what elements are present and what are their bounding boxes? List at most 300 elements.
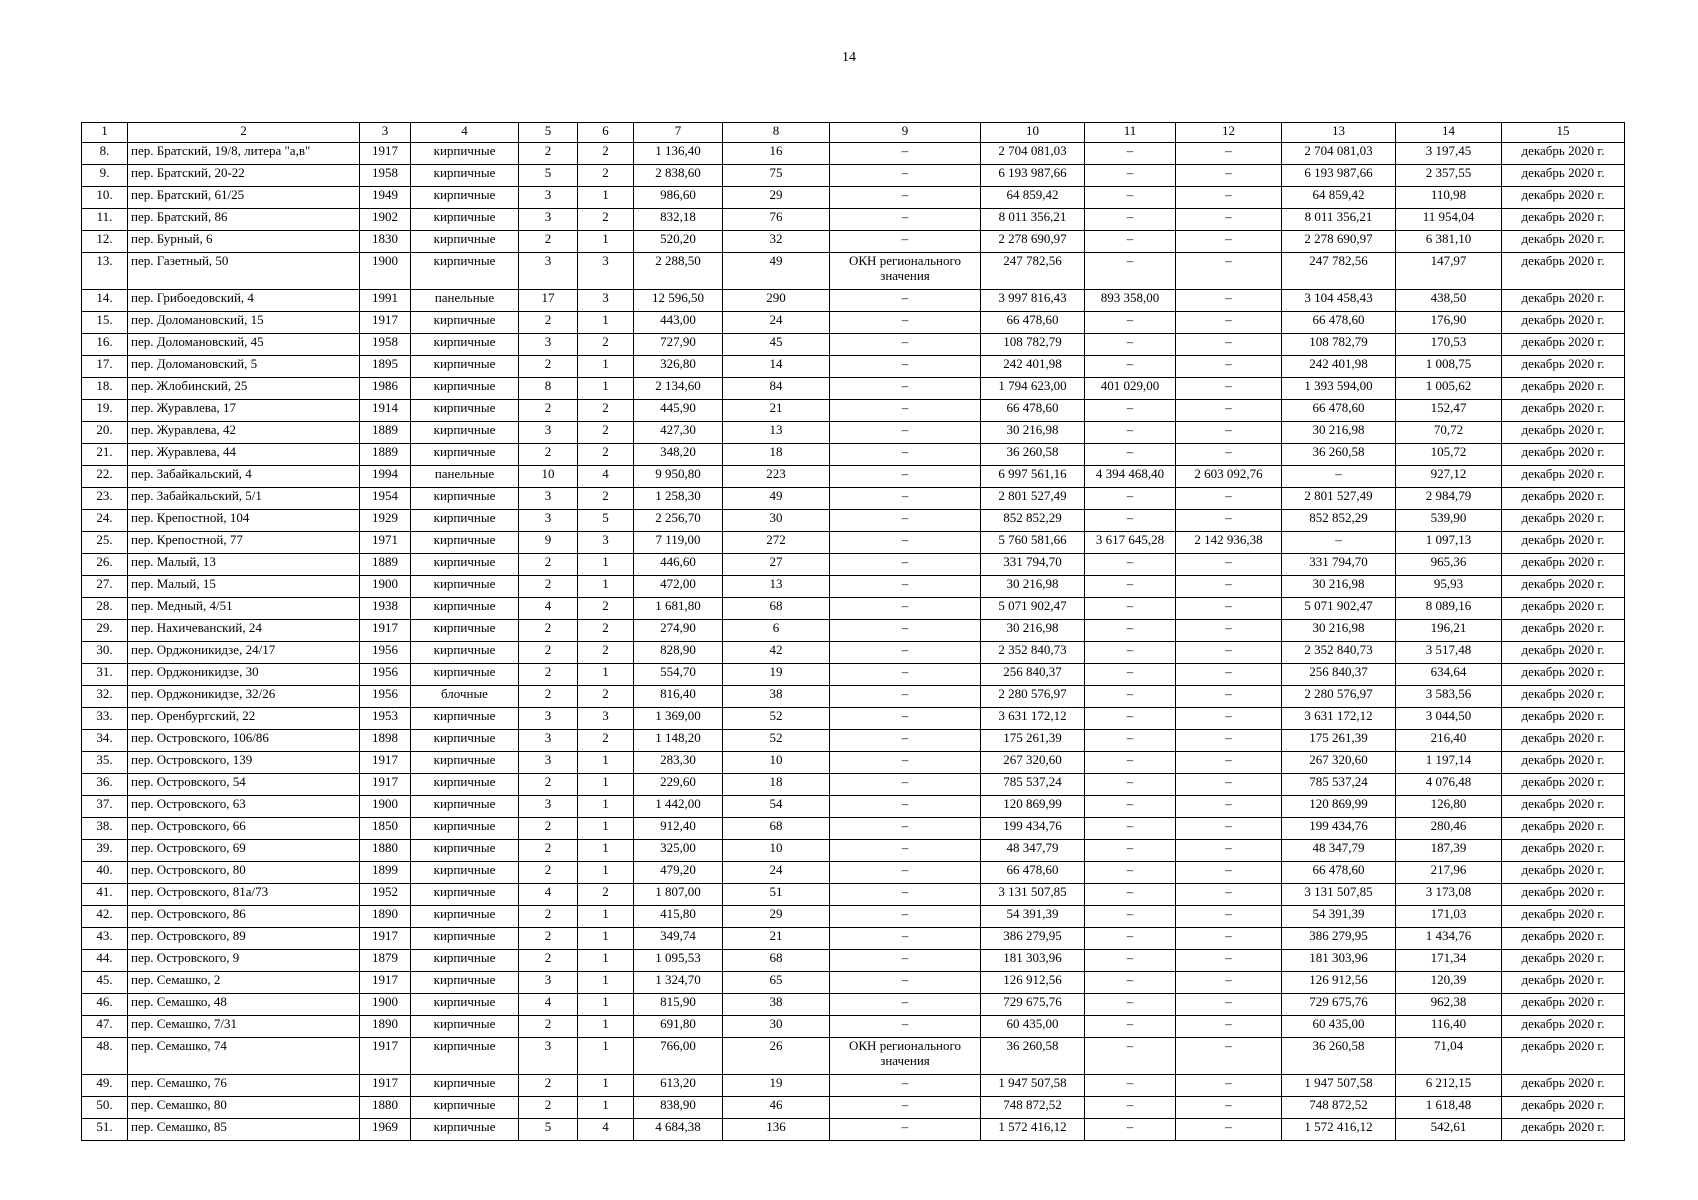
cell-deadline: декабрь 2020 г. [1502, 378, 1625, 400]
cell-address: пер. Семашко, 74 [128, 1038, 360, 1075]
cell-floors: 3 [519, 422, 578, 444]
cell-entrances: 2 [578, 642, 634, 664]
table-row [82, 884, 1625, 906]
cell-area: 7 119,00 [634, 532, 723, 554]
column-header-2: 2 [128, 123, 360, 143]
cell-year-built: 1958 [360, 334, 411, 356]
cell-residents: 10 [723, 840, 830, 862]
cell-area: 838,90 [634, 1097, 723, 1119]
header-row [82, 123, 1625, 143]
cell-floors: 2 [519, 444, 578, 466]
cell-area: 816,40 [634, 686, 723, 708]
cell-address: пер. Оренбургский, 22 [128, 708, 360, 730]
cell-cost-col-12: – [1176, 576, 1282, 598]
cell-year-built: 1917 [360, 312, 411, 334]
cell-cost-col-11: – [1085, 1097, 1176, 1119]
cell-area: 766,00 [634, 1038, 723, 1075]
cell-year-built: 1900 [360, 796, 411, 818]
cell-cost-per-unit: 116,40 [1396, 1016, 1502, 1038]
cell-cost-col-11: – [1085, 356, 1176, 378]
cell-area: 348,20 [634, 444, 723, 466]
cell-row-number: 14. [82, 290, 128, 312]
cell-wall-material: кирпичные [411, 400, 519, 422]
cell-cost-col-11: – [1085, 510, 1176, 532]
cell-total-cost: 36 260,58 [981, 1038, 1085, 1075]
cell-entrances: 3 [578, 532, 634, 554]
cell-residents: 30 [723, 510, 830, 532]
cell-area: 443,00 [634, 312, 723, 334]
cell-row-number: 35. [82, 752, 128, 774]
cell-wall-material: кирпичные [411, 730, 519, 752]
column-header-12: 12 [1176, 123, 1282, 143]
cell-deadline: декабрь 2020 г. [1502, 253, 1625, 290]
cell-residents: 68 [723, 818, 830, 840]
cell-cost-col-12: – [1176, 422, 1282, 444]
cell-year-built: 1917 [360, 143, 411, 165]
cell-floors: 5 [519, 165, 578, 187]
cell-entrances: 1 [578, 906, 634, 928]
cell-total-cost: 3 631 172,12 [981, 708, 1085, 730]
cell-floors: 3 [519, 488, 578, 510]
table-row [82, 231, 1625, 253]
cell-total-cost: 748 872,52 [981, 1097, 1085, 1119]
cell-floors: 2 [519, 231, 578, 253]
cell-wall-material: кирпичные [411, 444, 519, 466]
cell-deadline: декабрь 2020 г. [1502, 1075, 1625, 1097]
cell-cost-col-11: – [1085, 686, 1176, 708]
column-header-15: 15 [1502, 123, 1625, 143]
cell-wall-material: кирпичные [411, 620, 519, 642]
cell-address: пер. Островского, 54 [128, 774, 360, 796]
cell-total-cost: 8 011 356,21 [981, 209, 1085, 231]
cell-row-number: 33. [82, 708, 128, 730]
cell-cost-col-12: – [1176, 642, 1282, 664]
cell-heritage-status: – [830, 290, 981, 312]
cell-heritage-status: ОКН регионального значения [830, 253, 981, 290]
cell-year-built: 1991 [360, 290, 411, 312]
cell-cost-col-12: – [1176, 209, 1282, 231]
cell-heritage-status: – [830, 422, 981, 444]
cell-deadline: декабрь 2020 г. [1502, 466, 1625, 488]
cell-cost-col-13: 54 391,39 [1282, 906, 1396, 928]
cell-deadline: декабрь 2020 г. [1502, 290, 1625, 312]
cell-row-number: 11. [82, 209, 128, 231]
cell-residents: 21 [723, 400, 830, 422]
cell-area: 691,80 [634, 1016, 723, 1038]
cell-cost-per-unit: 3 044,50 [1396, 708, 1502, 730]
cell-cost-col-12: – [1176, 444, 1282, 466]
cell-heritage-status: – [830, 1016, 981, 1038]
cell-cost-col-11: – [1085, 730, 1176, 752]
cell-floors: 17 [519, 290, 578, 312]
cell-total-cost: 120 869,99 [981, 796, 1085, 818]
cell-heritage-status: – [830, 466, 981, 488]
column-header-4: 4 [411, 123, 519, 143]
cell-entrances: 1 [578, 796, 634, 818]
table-row [82, 253, 1625, 290]
cell-wall-material: кирпичные [411, 862, 519, 884]
cell-year-built: 1956 [360, 642, 411, 664]
cell-residents: 24 [723, 312, 830, 334]
cell-cost-col-12: – [1176, 840, 1282, 862]
cell-entrances: 1 [578, 378, 634, 400]
cell-cost-col-13: – [1282, 466, 1396, 488]
cell-address: пер. Доломановский, 5 [128, 356, 360, 378]
table-header [82, 123, 1625, 143]
cell-residents: 68 [723, 598, 830, 620]
cell-floors: 2 [519, 950, 578, 972]
cell-address: пер. Крепостной, 104 [128, 510, 360, 532]
cell-area: 520,20 [634, 231, 723, 253]
cell-deadline: декабрь 2020 г. [1502, 1119, 1625, 1141]
table-row [82, 290, 1625, 312]
cell-deadline: декабрь 2020 г. [1502, 642, 1625, 664]
cell-cost-per-unit: 438,50 [1396, 290, 1502, 312]
cell-cost-col-13: 242 401,98 [1282, 356, 1396, 378]
cell-row-number: 9. [82, 165, 128, 187]
cell-deadline: декабрь 2020 г. [1502, 334, 1625, 356]
cell-address: пер. Забайкальский, 4 [128, 466, 360, 488]
cell-cost-per-unit: 176,90 [1396, 312, 1502, 334]
cell-area: 1 807,00 [634, 884, 723, 906]
cell-cost-col-12: – [1176, 796, 1282, 818]
cell-entrances: 2 [578, 884, 634, 906]
cell-address: пер. Крепостной, 77 [128, 532, 360, 554]
cell-entrances: 2 [578, 488, 634, 510]
cell-wall-material: кирпичные [411, 554, 519, 576]
cell-heritage-status: – [830, 231, 981, 253]
cell-row-number: 40. [82, 862, 128, 884]
cell-row-number: 39. [82, 840, 128, 862]
cell-heritage-status: – [830, 209, 981, 231]
cell-year-built: 1917 [360, 774, 411, 796]
cell-area: 445,90 [634, 400, 723, 422]
cell-cost-per-unit: 110,98 [1396, 187, 1502, 209]
cell-year-built: 1969 [360, 1119, 411, 1141]
cell-address: пер. Медный, 4/51 [128, 598, 360, 620]
cell-floors: 8 [519, 378, 578, 400]
cell-total-cost: 6 997 561,16 [981, 466, 1085, 488]
cell-floors: 2 [519, 620, 578, 642]
cell-address: пер. Братский, 19/8, литера "а,в" [128, 143, 360, 165]
cell-area: 4 684,38 [634, 1119, 723, 1141]
cell-area: 727,90 [634, 334, 723, 356]
cell-floors: 2 [519, 576, 578, 598]
cell-cost-col-11: – [1085, 422, 1176, 444]
cell-cost-per-unit: 280,46 [1396, 818, 1502, 840]
cell-year-built: 1917 [360, 972, 411, 994]
table-row [82, 928, 1625, 950]
cell-address: пер. Братский, 20-22 [128, 165, 360, 187]
cell-cost-col-12: – [1176, 400, 1282, 422]
cell-residents: 13 [723, 576, 830, 598]
cell-area: 554,70 [634, 664, 723, 686]
cell-cost-col-12: – [1176, 862, 1282, 884]
cell-cost-col-13: 64 859,42 [1282, 187, 1396, 209]
cell-wall-material: кирпичные [411, 576, 519, 598]
cell-total-cost: 175 261,39 [981, 730, 1085, 752]
cell-cost-col-13: 1 572 416,12 [1282, 1119, 1396, 1141]
cell-cost-col-11: – [1085, 488, 1176, 510]
cell-row-number: 45. [82, 972, 128, 994]
cell-cost-col-11: – [1085, 774, 1176, 796]
cell-cost-col-12: – [1176, 510, 1282, 532]
cell-entrances: 1 [578, 862, 634, 884]
table-row [82, 378, 1625, 400]
cell-cost-per-unit: 171,03 [1396, 906, 1502, 928]
cell-total-cost: 386 279,95 [981, 928, 1085, 950]
cell-residents: 136 [723, 1119, 830, 1141]
cell-total-cost: 66 478,60 [981, 400, 1085, 422]
cell-cost-col-12: 2 603 092,76 [1176, 466, 1282, 488]
cell-cost-per-unit: 1 097,13 [1396, 532, 1502, 554]
cell-wall-material: кирпичные [411, 752, 519, 774]
cell-heritage-status: – [830, 642, 981, 664]
cell-cost-per-unit: 152,47 [1396, 400, 1502, 422]
cell-floors: 2 [519, 1075, 578, 1097]
cell-wall-material: панельные [411, 290, 519, 312]
cell-year-built: 1879 [360, 950, 411, 972]
cell-cost-per-unit: 95,93 [1396, 576, 1502, 598]
cell-wall-material: кирпичные [411, 378, 519, 400]
table-row [82, 1016, 1625, 1038]
cell-total-cost: 331 794,70 [981, 554, 1085, 576]
cell-heritage-status: – [830, 1119, 981, 1141]
cell-cost-col-13: 66 478,60 [1282, 862, 1396, 884]
cell-entrances: 1 [578, 1038, 634, 1075]
cell-heritage-status: – [830, 444, 981, 466]
cell-wall-material: кирпичные [411, 1097, 519, 1119]
cell-total-cost: 36 260,58 [981, 444, 1085, 466]
cell-row-number: 17. [82, 356, 128, 378]
cell-entrances: 2 [578, 730, 634, 752]
cell-deadline: декабрь 2020 г. [1502, 796, 1625, 818]
cell-area: 828,90 [634, 642, 723, 664]
cell-floors: 3 [519, 708, 578, 730]
cell-floors: 5 [519, 1119, 578, 1141]
cell-entrances: 3 [578, 708, 634, 730]
cell-cost-col-12: – [1176, 1038, 1282, 1075]
cell-year-built: 1890 [360, 906, 411, 928]
cell-year-built: 1953 [360, 708, 411, 730]
cell-area: 2 256,70 [634, 510, 723, 532]
cell-cost-col-13: 199 434,76 [1282, 818, 1396, 840]
cell-cost-col-13: 247 782,56 [1282, 253, 1396, 290]
cell-deadline: декабрь 2020 г. [1502, 928, 1625, 950]
cell-floors: 2 [519, 928, 578, 950]
table-row [82, 422, 1625, 444]
cell-cost-col-12: – [1176, 708, 1282, 730]
cell-floors: 3 [519, 752, 578, 774]
cell-address: пер. Островского, 89 [128, 928, 360, 950]
cell-address: пер. Островского, 139 [128, 752, 360, 774]
cell-row-number: 41. [82, 884, 128, 906]
cell-address: пер. Малый, 13 [128, 554, 360, 576]
cell-cost-col-13: 181 303,96 [1282, 950, 1396, 972]
cell-area: 427,30 [634, 422, 723, 444]
cell-year-built: 1917 [360, 1075, 411, 1097]
cell-area: 1 095,53 [634, 950, 723, 972]
cell-floors: 2 [519, 356, 578, 378]
cell-cost-col-13: 36 260,58 [1282, 444, 1396, 466]
cell-wall-material: кирпичные [411, 884, 519, 906]
table-row [82, 642, 1625, 664]
cell-residents: 18 [723, 444, 830, 466]
cell-floors: 10 [519, 466, 578, 488]
cell-entrances: 3 [578, 290, 634, 312]
cell-year-built: 1830 [360, 231, 411, 253]
cell-cost-per-unit: 4 076,48 [1396, 774, 1502, 796]
cell-heritage-status: – [830, 532, 981, 554]
cell-year-built: 1900 [360, 253, 411, 290]
cell-cost-per-unit: 196,21 [1396, 620, 1502, 642]
cell-area: 479,20 [634, 862, 723, 884]
cell-total-cost: 5 071 902,47 [981, 598, 1085, 620]
cell-wall-material: кирпичные [411, 818, 519, 840]
cell-floors: 2 [519, 664, 578, 686]
cell-floors: 4 [519, 994, 578, 1016]
cell-cost-col-12: – [1176, 752, 1282, 774]
cell-cost-col-11: – [1085, 1075, 1176, 1097]
cell-row-number: 27. [82, 576, 128, 598]
cell-total-cost: 2 801 527,49 [981, 488, 1085, 510]
cell-cost-per-unit: 634,64 [1396, 664, 1502, 686]
cell-row-number: 18. [82, 378, 128, 400]
cell-cost-col-12: – [1176, 187, 1282, 209]
cell-cost-col-11: – [1085, 862, 1176, 884]
cell-wall-material: кирпичные [411, 334, 519, 356]
cell-floors: 2 [519, 818, 578, 840]
cell-year-built: 1956 [360, 686, 411, 708]
cell-cost-col-11: – [1085, 312, 1176, 334]
cell-cost-col-12: – [1176, 312, 1282, 334]
cell-cost-per-unit: 3 517,48 [1396, 642, 1502, 664]
cell-address: пер. Островского, 106/86 [128, 730, 360, 752]
cell-deadline: декабрь 2020 г. [1502, 752, 1625, 774]
table-row [82, 730, 1625, 752]
cell-cost-col-11: – [1085, 928, 1176, 950]
cell-area: 325,00 [634, 840, 723, 862]
cell-row-number: 28. [82, 598, 128, 620]
cell-cost-col-13: 30 216,98 [1282, 422, 1396, 444]
cell-area: 1 369,00 [634, 708, 723, 730]
table-row [82, 906, 1625, 928]
cell-floors: 2 [519, 1016, 578, 1038]
cell-cost-col-13: 108 782,79 [1282, 334, 1396, 356]
cell-cost-per-unit: 542,61 [1396, 1119, 1502, 1141]
cell-address: пер. Братский, 61/25 [128, 187, 360, 209]
table-row [82, 400, 1625, 422]
table-row [82, 1038, 1625, 1075]
cell-row-number: 15. [82, 312, 128, 334]
cell-residents: 27 [723, 554, 830, 576]
cell-deadline: декабрь 2020 г. [1502, 972, 1625, 994]
cell-wall-material: кирпичные [411, 796, 519, 818]
cell-cost-col-13: 2 280 576,97 [1282, 686, 1396, 708]
cell-year-built: 1917 [360, 1038, 411, 1075]
cell-residents: 76 [723, 209, 830, 231]
cell-cost-col-13: 748 872,52 [1282, 1097, 1396, 1119]
cell-residents: 75 [723, 165, 830, 187]
cell-residents: 51 [723, 884, 830, 906]
cell-heritage-status: – [830, 928, 981, 950]
cell-address: пер. Забайкальский, 5/1 [128, 488, 360, 510]
cell-deadline: декабрь 2020 г. [1502, 187, 1625, 209]
table-row [82, 554, 1625, 576]
cell-cost-col-13: 3 104 458,43 [1282, 290, 1396, 312]
cell-wall-material: кирпичные [411, 950, 519, 972]
cell-address: пер. Семашко, 7/31 [128, 1016, 360, 1038]
cell-residents: 32 [723, 231, 830, 253]
column-header-13: 13 [1282, 123, 1396, 143]
cell-wall-material: кирпичные [411, 906, 519, 928]
cell-address: пер. Островского, 81а/73 [128, 884, 360, 906]
cell-entrances: 1 [578, 928, 634, 950]
cell-cost-col-13: 126 912,56 [1282, 972, 1396, 994]
cell-total-cost: 60 435,00 [981, 1016, 1085, 1038]
cell-wall-material: кирпичные [411, 1075, 519, 1097]
cell-area: 1 442,00 [634, 796, 723, 818]
cell-address: пер. Бурный, 6 [128, 231, 360, 253]
cell-address: пер. Островского, 9 [128, 950, 360, 972]
cell-address: пер. Островского, 69 [128, 840, 360, 862]
table-row [82, 1075, 1625, 1097]
cell-wall-material: кирпичные [411, 1016, 519, 1038]
cell-cost-col-11: – [1085, 840, 1176, 862]
cell-cost-col-12: – [1176, 774, 1282, 796]
cell-residents: 18 [723, 774, 830, 796]
cell-cost-per-unit: 147,97 [1396, 253, 1502, 290]
cell-address: пер. Газетный, 50 [128, 253, 360, 290]
cell-address: пер. Орджоникидзе, 32/26 [128, 686, 360, 708]
cell-floors: 3 [519, 334, 578, 356]
cell-residents: 65 [723, 972, 830, 994]
cell-residents: 52 [723, 708, 830, 730]
cell-heritage-status: – [830, 598, 981, 620]
cell-heritage-status: – [830, 187, 981, 209]
table-row [82, 796, 1625, 818]
cell-cost-col-13: 5 071 902,47 [1282, 598, 1396, 620]
cell-area: 1 258,30 [634, 488, 723, 510]
cell-year-built: 1938 [360, 598, 411, 620]
cell-address: пер. Братский, 86 [128, 209, 360, 231]
cell-floors: 4 [519, 884, 578, 906]
cell-cost-col-13: 1 947 507,58 [1282, 1075, 1396, 1097]
cell-cost-col-12: – [1176, 664, 1282, 686]
cell-address: пер. Островского, 66 [128, 818, 360, 840]
cell-entrances: 2 [578, 400, 634, 422]
cell-cost-per-unit: 2 984,79 [1396, 488, 1502, 510]
cell-row-number: 25. [82, 532, 128, 554]
cell-residents: 21 [723, 928, 830, 950]
cell-cost-col-12: – [1176, 620, 1282, 642]
cell-address: пер. Малый, 15 [128, 576, 360, 598]
cell-cost-per-unit: 6 212,15 [1396, 1075, 1502, 1097]
cell-heritage-status: – [830, 730, 981, 752]
cell-cost-col-13: 729 675,76 [1282, 994, 1396, 1016]
cell-total-cost: 66 478,60 [981, 312, 1085, 334]
cell-cost-col-13: 66 478,60 [1282, 400, 1396, 422]
cell-entrances: 1 [578, 187, 634, 209]
cell-floors: 2 [519, 312, 578, 334]
table-row [82, 752, 1625, 774]
cell-heritage-status: ОКН регионального значения [830, 1038, 981, 1075]
cell-total-cost: 256 840,37 [981, 664, 1085, 686]
cell-deadline: декабрь 2020 г. [1502, 862, 1625, 884]
cell-heritage-status: – [830, 994, 981, 1016]
cell-deadline: декабрь 2020 г. [1502, 994, 1625, 1016]
cell-heritage-status: – [830, 862, 981, 884]
